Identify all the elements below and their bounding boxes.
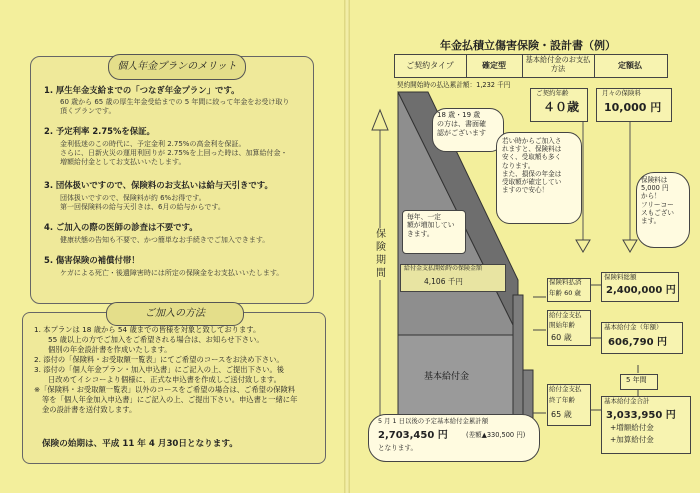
merit-line: 健康状態の告知も不要で、かつ簡単なお手続きでご加入できます。 bbox=[60, 236, 270, 245]
bubble-young-note bbox=[496, 132, 582, 224]
plus-addition: +加算給付金 bbox=[610, 435, 654, 444]
method-line: 1. 本プランは 18 歳から 54 歳までの皆様を対象と致しております。 bbox=[34, 325, 261, 334]
age-value: ４０歳 bbox=[543, 100, 580, 114]
method-title: ご加入の方法 bbox=[106, 302, 244, 326]
merit-line: 第一回保険料の給与天引きは、6月の給与からです。 bbox=[60, 202, 225, 211]
payment-end-value: 年齢 60 歳 bbox=[549, 289, 581, 297]
method-line: 2. 添付の「保険料・お受取額一覧表」にてご希望のコースをお決め下さい。 bbox=[34, 355, 284, 365]
bubble-growth-note bbox=[402, 210, 466, 254]
header-text: ご契約タイプ bbox=[406, 61, 454, 70]
header-text: 定額払 bbox=[618, 61, 642, 70]
total-basic-label: 基本給付金合計 bbox=[604, 397, 650, 405]
method-line: 55 歳以上の方でご加入をご希望される場合は、お知らせ下さい。 bbox=[48, 335, 264, 345]
bubble-line: スもござい bbox=[641, 208, 674, 217]
total-premium-label: 保険料総額 bbox=[604, 273, 637, 281]
merit-item-3 bbox=[44, 181, 273, 212]
total-premium-value: 2,400,000 円 bbox=[606, 285, 676, 296]
bubble-line: 認がございます bbox=[437, 128, 486, 137]
merit-item-5 bbox=[44, 256, 283, 278]
bubble-line: 18 歳・19 歳 bbox=[437, 111, 481, 119]
page-title: 年金払積立傷害保険・設計書（例） bbox=[440, 39, 616, 52]
merit-head-1: 1. 厚生年金支給までの「つなぎ年金プラン」です。 bbox=[44, 85, 240, 95]
insurance-period-label: 保険期間 bbox=[373, 228, 385, 280]
bubble-line: 若い時からご加入さ bbox=[502, 137, 562, 145]
merit-title: 個人年金プランのメリット bbox=[108, 54, 246, 80]
method-line: 3. 添付の「個人年金プラン・加入申込書」にご記入の上、ご提出下さい。後 bbox=[34, 365, 285, 375]
method-line: 等を「個人年金加入申込書」にご記入の上、ご提出下さい。申込書と一緒に年 bbox=[42, 395, 298, 405]
merit-head-4: 4. ご加入の際の医師の診査は不要です。 bbox=[44, 222, 198, 232]
start-amount-label: 給付金支払開始時の保険金額 bbox=[404, 265, 483, 272]
bubble-line: れますと、保険料は bbox=[502, 145, 562, 154]
header-text: 基本給付金のお支払方法 bbox=[525, 55, 591, 73]
bubble-line: 保険料は bbox=[641, 176, 668, 184]
merit-line: さらに、日新火災の運用利回りが 2.75%を上回った時は、加算給付金・ bbox=[60, 148, 288, 157]
merit-line: 60 歳から 65 歳の厚生年金受給までの 5 年間に絞って年金をお受け取り bbox=[60, 98, 290, 107]
forecast-end: となります。 bbox=[378, 444, 418, 452]
bubble-line: また、損保の年金は bbox=[502, 169, 562, 178]
basic-benefit-label: 基本給付金 bbox=[424, 372, 470, 382]
bubble-age-note bbox=[432, 108, 504, 152]
payment-end-label: 保険料払済 bbox=[549, 278, 582, 286]
bubble-line: 額が増加してい bbox=[407, 221, 455, 230]
method-line: 日改めてイシコーより個様に、正式な申込書を作成しご送付致します。 bbox=[48, 375, 281, 385]
merit-item-1 bbox=[44, 86, 289, 116]
merit-line: 頂くプランです。 bbox=[60, 106, 116, 115]
age-label: ご契約年齢 bbox=[536, 89, 569, 97]
start-amount-value: 4,106 千円 bbox=[424, 277, 463, 286]
bubble-line: の方は、書面確 bbox=[437, 119, 486, 128]
bubble-line: 毎年、一定 bbox=[407, 213, 441, 221]
merit-line: 団体扱いですので、保険料が約 6%お得です。 bbox=[60, 194, 206, 203]
five-years-label: 5 年間 bbox=[626, 376, 647, 384]
merit-line: 増額給付金としてお支払いいたします。 bbox=[60, 157, 186, 166]
bubble-line: ます。 bbox=[641, 217, 661, 226]
monthly-value: 10,000 円 bbox=[604, 101, 662, 114]
merit-head-3: 3. 団体扱いですので、保険料のお支払いは給与天引きです。 bbox=[44, 180, 273, 190]
merit-head-2: 2. 予定利率 2.75%を保証。 bbox=[44, 126, 155, 136]
bubble-premium-note bbox=[636, 172, 690, 248]
bubble-line: から！ bbox=[641, 192, 661, 201]
start-age-sub: 開始年齢 bbox=[549, 321, 575, 329]
merit-item-2 bbox=[44, 127, 287, 166]
merit-item-4 bbox=[44, 223, 269, 245]
method-line: 金の設計書を送付致します。 bbox=[42, 405, 137, 415]
start-age-value: 60 歳 bbox=[551, 333, 572, 342]
bubble-line: 5,000 円 bbox=[641, 184, 669, 193]
merit-line: ケガによる死亡・後遺障害時には所定の保険金をお支払いいたします。 bbox=[60, 269, 284, 278]
forecast-diff: (差額▲330,500 円) bbox=[466, 431, 526, 439]
method-text bbox=[34, 326, 297, 414]
start-date-note: 保険の始期は、平成 11 年 4 月30日となります。 bbox=[42, 439, 238, 449]
merit-head-5: 5. 傷害保険の補償付帯！ bbox=[44, 255, 140, 265]
method-line: ※「保険料・お受取額一覧表」以外のコースをご希望の場合は、ご希望の保険料 bbox=[34, 385, 296, 395]
annual-value: 606,790 円 bbox=[608, 337, 668, 348]
plus-increase: +増額給付金 bbox=[610, 423, 654, 432]
end-age-sub: 終了年齢 bbox=[549, 396, 575, 404]
total-basic-value: 3,033,950 円 bbox=[606, 410, 676, 421]
bubble-line: 受取額が確定してい bbox=[502, 178, 562, 187]
start-age-label: 給付金支払 bbox=[549, 311, 582, 319]
bubble-line: きます。 bbox=[407, 229, 434, 238]
annual-label: 基本給付金（年額） bbox=[604, 323, 663, 331]
merit-line: 金利低迷のこの時代に、予定金利 2.75%の高金利を保証。 bbox=[60, 140, 246, 149]
forecast-label: 5 月 1 日以後の予定基本給付金累計額 bbox=[378, 417, 489, 425]
method-line: 個別の年金設計書を作成いたします。 bbox=[48, 345, 172, 355]
bubble-line: フリーコー bbox=[641, 200, 674, 209]
end-age-label: 給付金支払 bbox=[549, 385, 582, 393]
bubble-line: なります。 bbox=[502, 161, 535, 170]
contract-start-amount: 契約開始時の払込累計額：1,232 千円 bbox=[397, 81, 511, 89]
monthly-label: 月々の保険料 bbox=[602, 89, 641, 97]
forecast-value: 2,703,450 円 bbox=[378, 430, 448, 441]
bubble-line: 安く、受取額も多く bbox=[502, 153, 562, 162]
header-text: 確定型 bbox=[482, 61, 506, 70]
end-age-value: 65 歳 bbox=[551, 410, 572, 419]
bubble-line: ますので安心！ bbox=[502, 186, 549, 195]
